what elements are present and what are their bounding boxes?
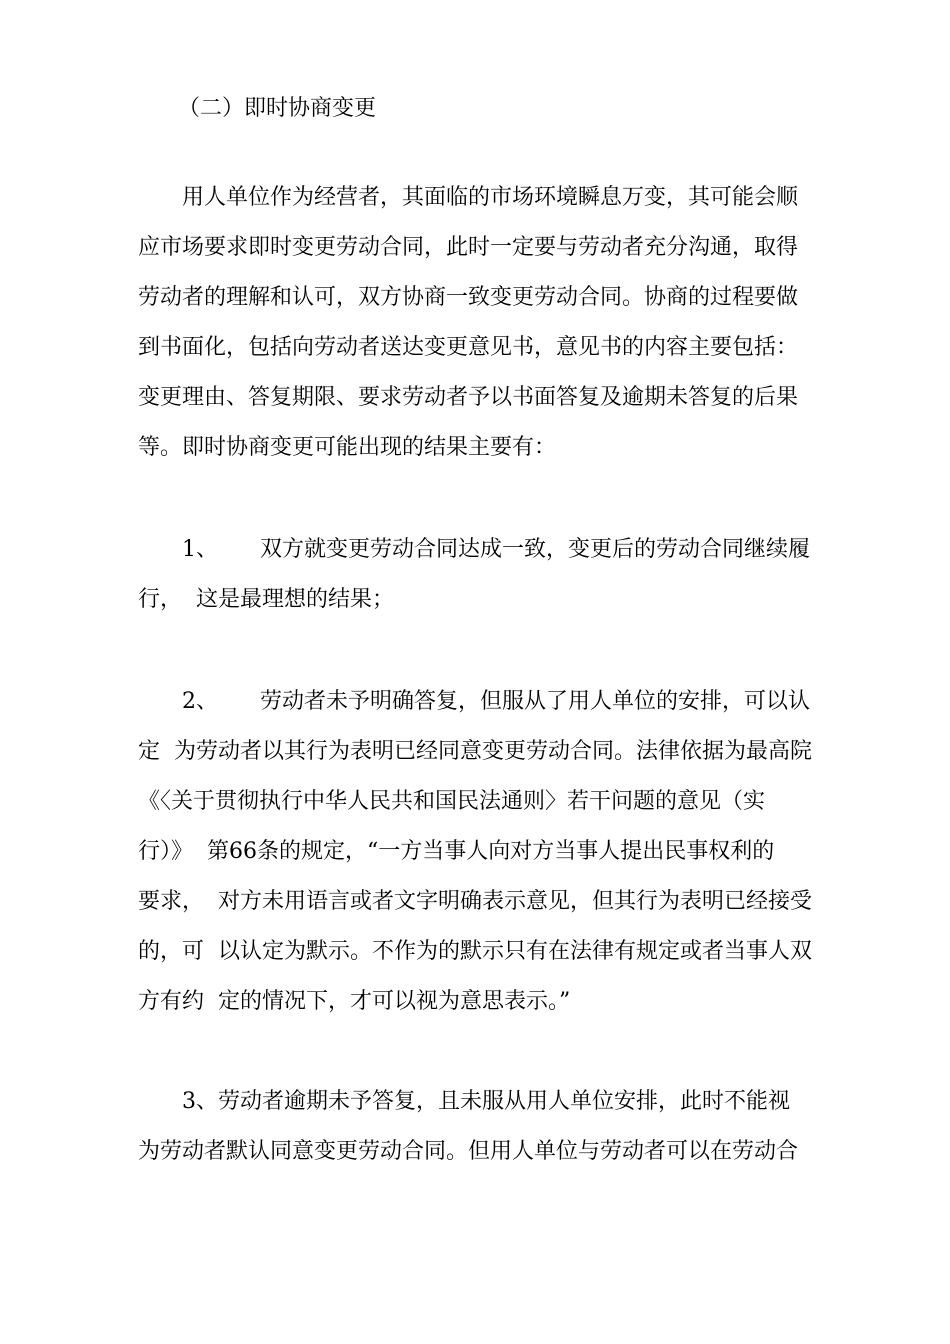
list-item-2-line: 《〈关于贯彻执行中华人民共和国民法通则〉若干问题的意见（实: [138, 789, 766, 814]
list-item-2-line: 的，可 以认定为默示。不作为的默示只有在法律有规定或者当事人双: [138, 939, 812, 964]
intro-line: 到书面化，包括向劳动者送达变更意见书，意见书的内容主要包括：: [138, 335, 799, 360]
list-item-1-line: 1、 双方就变更劳动合同达成一致，变更后的劳动合同继续履: [182, 537, 810, 562]
list-item-2-line: 方有约 定的情况下，才可以视为意思表示。”: [138, 989, 571, 1014]
list-item-2-line: 定 为劳动者以其行为表明已经同意变更劳动合同。法律依据为最高院: [138, 739, 812, 764]
section-heading: （二）即时协商变更: [178, 96, 377, 121]
intro-line: 劳动者的理解和认可，双方协商一致变更劳动合同。协商的过程要做: [138, 285, 799, 310]
intro-line: 用人单位作为经营者，其面临的市场环境瞬息万变，其可能会顺: [182, 185, 799, 210]
list-item-3-line: 3、劳动者逾期未予答复，且未服从用人单位安排，此时不能视: [182, 1089, 790, 1114]
intro-line: 应市场要求即时变更劳动合同，此时一定要与劳动者充分沟通，取得: [138, 235, 799, 260]
list-item-2-line: 要求， 对方未用语言或者文字明确表示意见，但其行为表明已经接受: [138, 889, 812, 914]
list-item-2-line: 行）》 第66条的规定，“一方当事人向对方当事人提出民事权利的: [138, 839, 775, 864]
intro-line: 变更理由、答复期限、要求劳动者予以书面答复及逾期未答复的后果: [138, 385, 799, 410]
intro-line: 等。即时协商变更可能出现的结果主要有：: [138, 435, 557, 460]
list-item-1-line: 行， 这是最理想的结果；: [138, 587, 394, 612]
list-item-3-line: 为劳动者默认同意变更劳动合同。但用人单位与劳动者可以在劳动合: [138, 1139, 799, 1164]
list-item-2-line: 2、 劳动者未予明确答复，但服从了用人单位的安排，可以认: [182, 689, 810, 714]
